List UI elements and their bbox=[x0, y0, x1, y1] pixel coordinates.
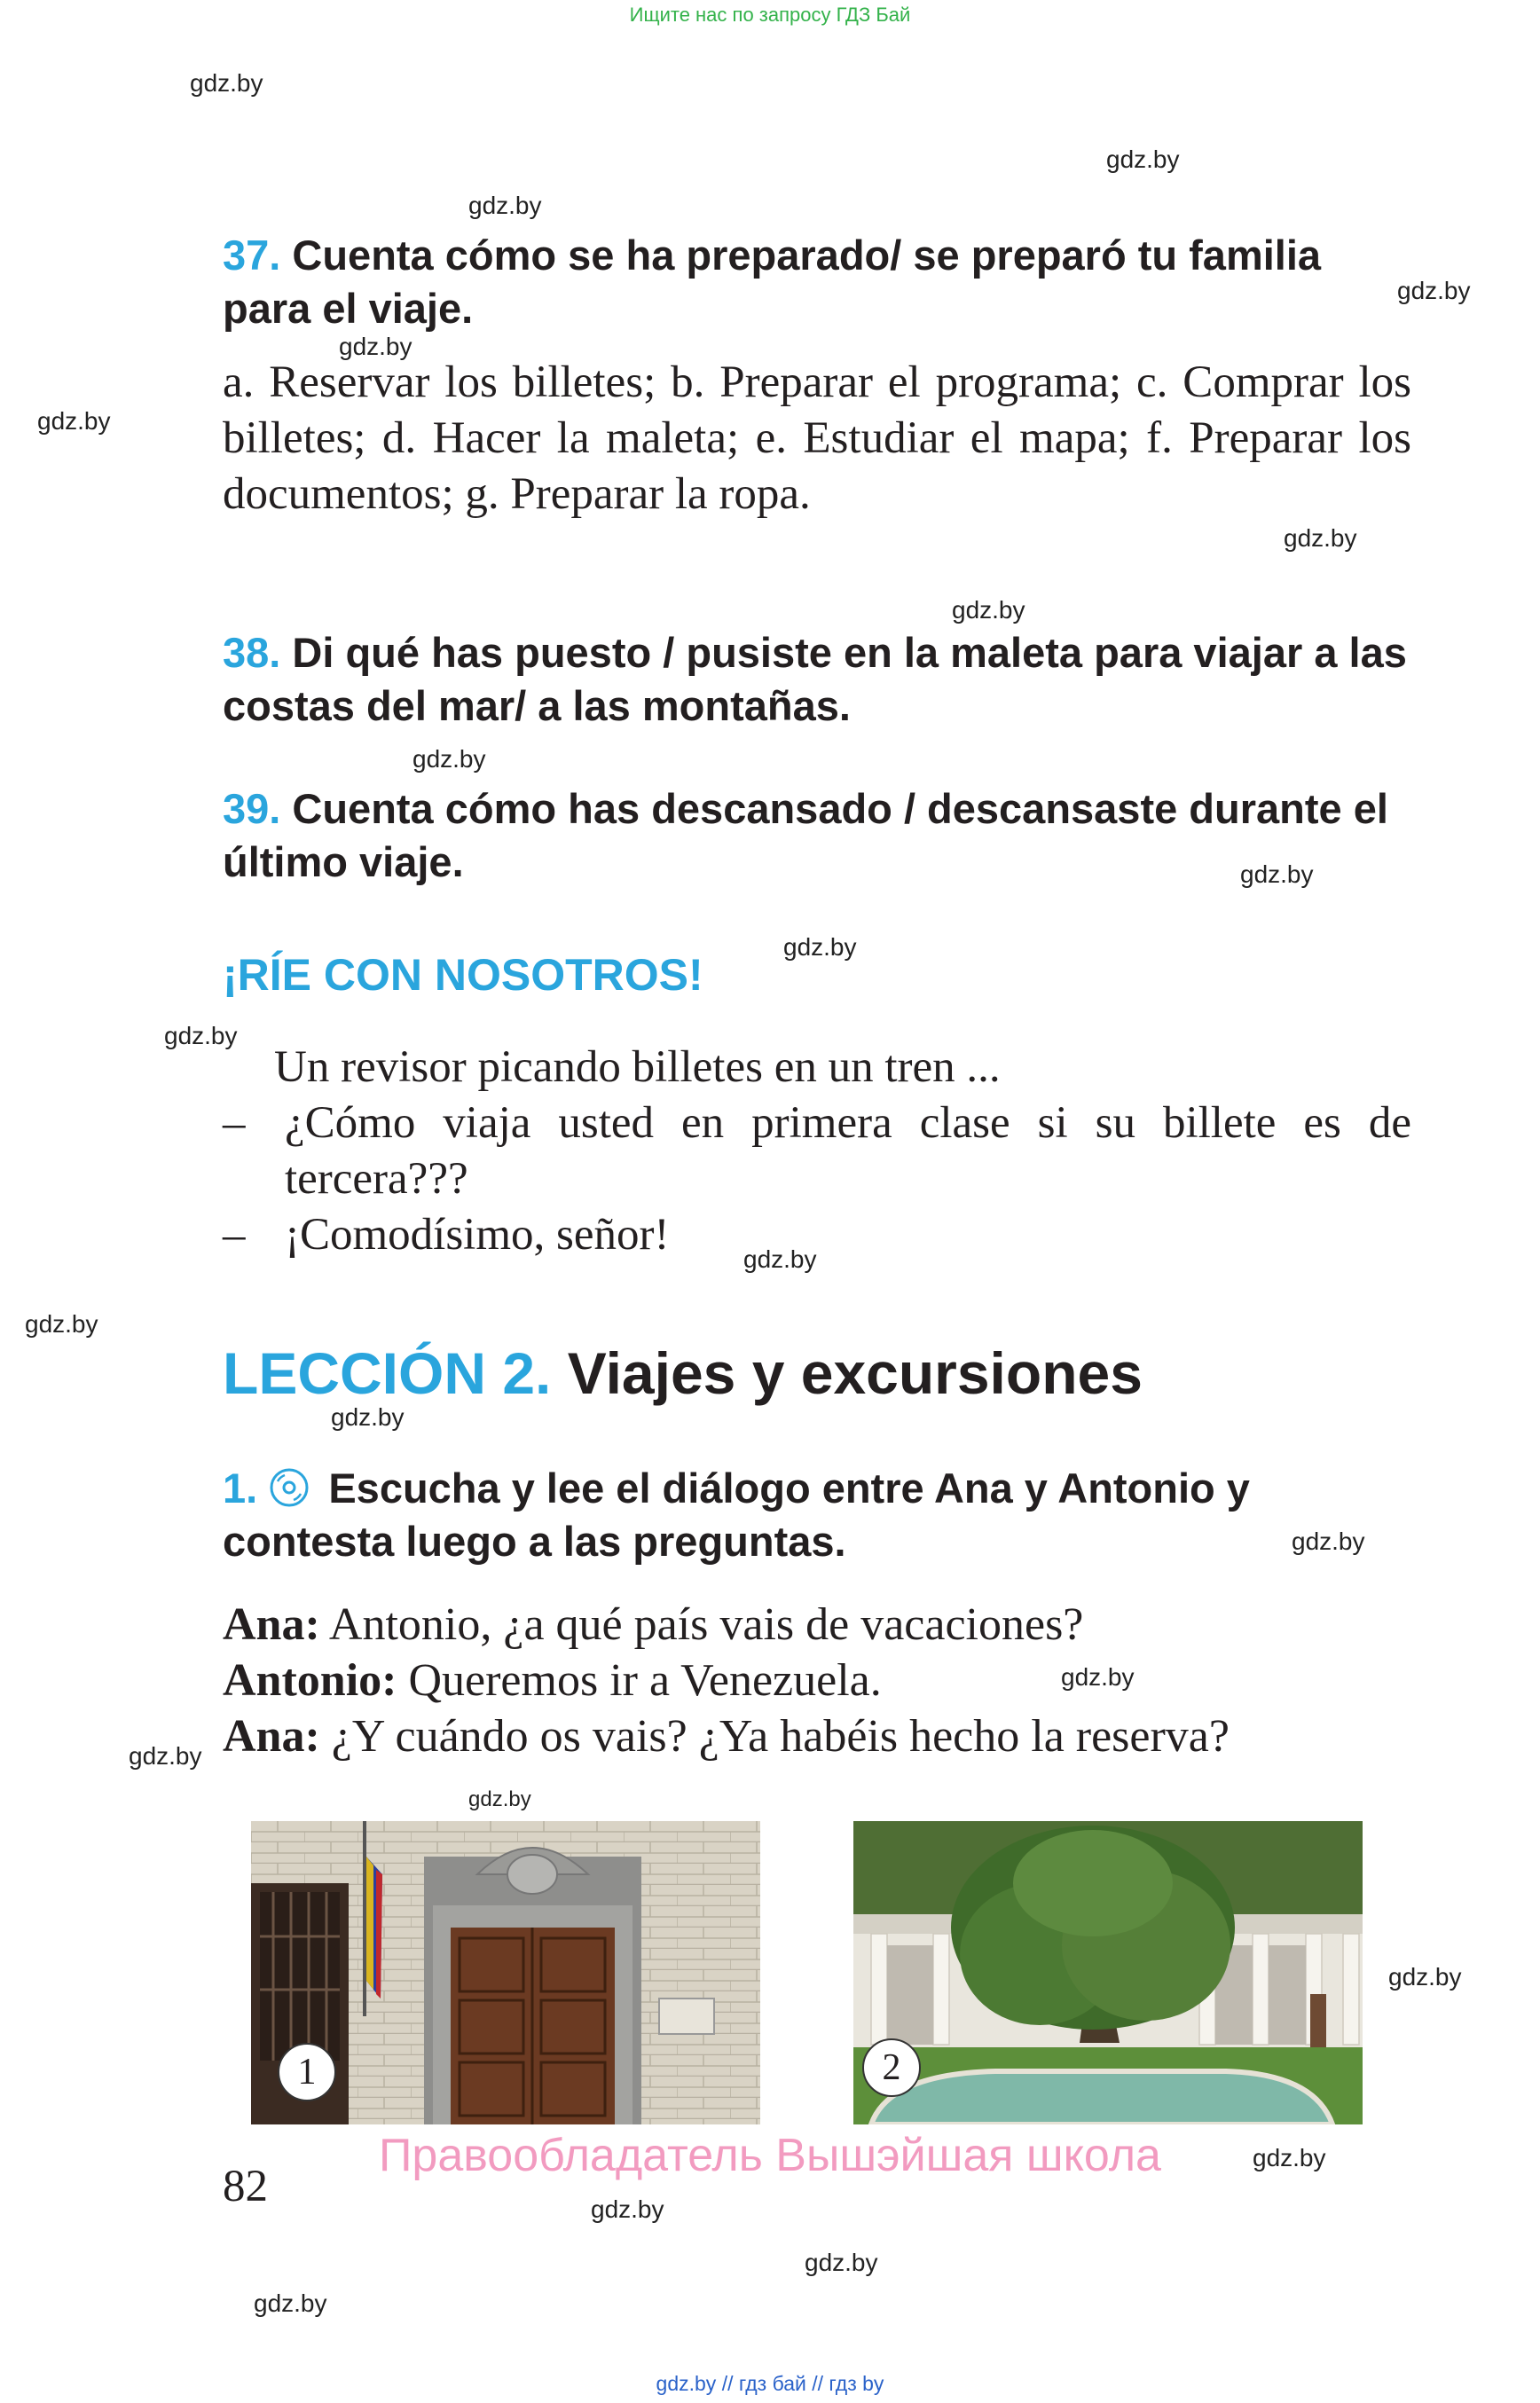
courtyard-image bbox=[853, 1821, 1363, 2124]
watermark: gdz.by bbox=[591, 2195, 664, 2223]
task-39-prompt bbox=[223, 782, 1411, 889]
joke-line-2 bbox=[223, 1207, 1411, 1263]
task-number: 1. bbox=[223, 1465, 258, 1512]
task-number: 37. bbox=[223, 232, 281, 279]
task-text: Cuenta cómo has descansado / descansaste durante el último viaje. bbox=[223, 785, 1388, 885]
joke-line-1 bbox=[223, 1095, 1411, 1207]
page-number: 82 bbox=[223, 2162, 268, 2211]
cd-audio-icon bbox=[269, 1467, 310, 1508]
watermark: gdz.by bbox=[1061, 1663, 1135, 1691]
watermark: gdz.by bbox=[1284, 524, 1357, 552]
dash: – bbox=[223, 1210, 246, 1260]
joke-intro: Un revisor picando billetes en un tren ... bbox=[274, 1042, 1001, 1092]
watermark: gdz.by bbox=[952, 596, 1025, 624]
joke-line-1-text: ¿Cómo viaja usted en primera clase si su billete es de tercera??? bbox=[285, 1098, 1411, 1204]
lesson-number: LECCIÓN 2. bbox=[223, 1340, 552, 1406]
watermark: gdz.by bbox=[1388, 1963, 1462, 1991]
watermark: gdz.by bbox=[805, 2249, 878, 2276]
speaker: Antonio: bbox=[223, 1655, 397, 1706]
task-text: Escucha y lee el diálogo entre Ana y Antonio y contesta luego a las preguntas. bbox=[223, 1465, 1250, 1565]
photo-courtyard bbox=[853, 1821, 1363, 2124]
copyright-notice: Правообладатель Вышэйшая школа bbox=[379, 2130, 1161, 2181]
utterance: Queremos ir a Venezuela. bbox=[397, 1655, 882, 1706]
dash: – bbox=[223, 1098, 246, 1148]
task-text: Cuenta cómo se ha preparado/ se preparó tu familia para el viaje. bbox=[223, 232, 1322, 332]
task-37-items: a. Reservar los billetes; b. Preparar el programa; c. Comprar los billetes; d. Hacer la maleta; e. Estudiar el mapa; f. Preparar los documentos; g. Preparar la ropa. bbox=[223, 357, 1411, 519]
watermark: gdz.by bbox=[25, 1310, 98, 1338]
dialog-line bbox=[223, 1653, 882, 1708]
utterance: ¿Y cuándo os vais? ¿Ya habéis hecho la reserva? bbox=[319, 1711, 1230, 1762]
watermark: gdz.by bbox=[1292, 1527, 1365, 1555]
watermark: gdz.by bbox=[743, 1245, 817, 1273]
bottom-banner: gdz.by // гдз бай // гдз by bbox=[656, 2372, 884, 2395]
photo-label-badge: 1 bbox=[278, 2043, 336, 2101]
utterance: Antonio, ¿a qué país vais de vacaciones? bbox=[319, 1599, 1084, 1650]
speaker: Ana: bbox=[223, 1599, 320, 1650]
watermark: gdz.by bbox=[783, 933, 857, 961]
task-number: 39. bbox=[223, 785, 281, 832]
joke-line-2-text: ¡Comodísimo, señor! bbox=[285, 1210, 670, 1260]
task-text: Di qué has puesto / pusiste en la maleta para viajar a las costas del mar/ a las montañas. bbox=[223, 629, 1407, 729]
watermark: gdz.by bbox=[129, 1742, 202, 1770]
task-38-prompt bbox=[223, 626, 1411, 733]
watermark: gdz.by bbox=[412, 745, 486, 773]
joke-heading: ¡RÍE CON NOSOTROS! bbox=[223, 950, 703, 1000]
watermark: gdz.by bbox=[339, 333, 412, 360]
watermark: gdz.by bbox=[254, 2289, 327, 2317]
photo-label-badge: 2 bbox=[862, 2038, 921, 2097]
top-banner: Ищите нас по запросу ГДЗ Бай bbox=[629, 4, 911, 26]
dialog-line bbox=[223, 1708, 1230, 1764]
task-1-prompt bbox=[223, 1462, 1411, 1568]
watermark: gdz.by bbox=[1240, 860, 1314, 888]
watermark: gdz.by bbox=[164, 1022, 238, 1049]
lesson-heading bbox=[223, 1338, 1143, 1409]
lesson-title: Viajes y excursiones bbox=[567, 1340, 1143, 1406]
watermark: gdz.by bbox=[1106, 145, 1180, 173]
watermark: gdz.by bbox=[190, 69, 263, 97]
speaker: Ana: bbox=[223, 1711, 320, 1762]
watermark: gdz.by bbox=[1397, 277, 1471, 304]
watermark: gdz.by bbox=[37, 407, 111, 435]
dialog-line bbox=[223, 1597, 1083, 1653]
photo-building-facade bbox=[251, 1821, 760, 2124]
task-37-prompt bbox=[223, 229, 1411, 335]
watermark: gdz.by bbox=[331, 1403, 405, 1431]
watermark: gdz.by bbox=[1253, 2144, 1326, 2171]
task-number: 38. bbox=[223, 629, 281, 676]
watermark: gdz.by bbox=[468, 1787, 531, 1811]
watermark: gdz.by bbox=[468, 192, 542, 219]
